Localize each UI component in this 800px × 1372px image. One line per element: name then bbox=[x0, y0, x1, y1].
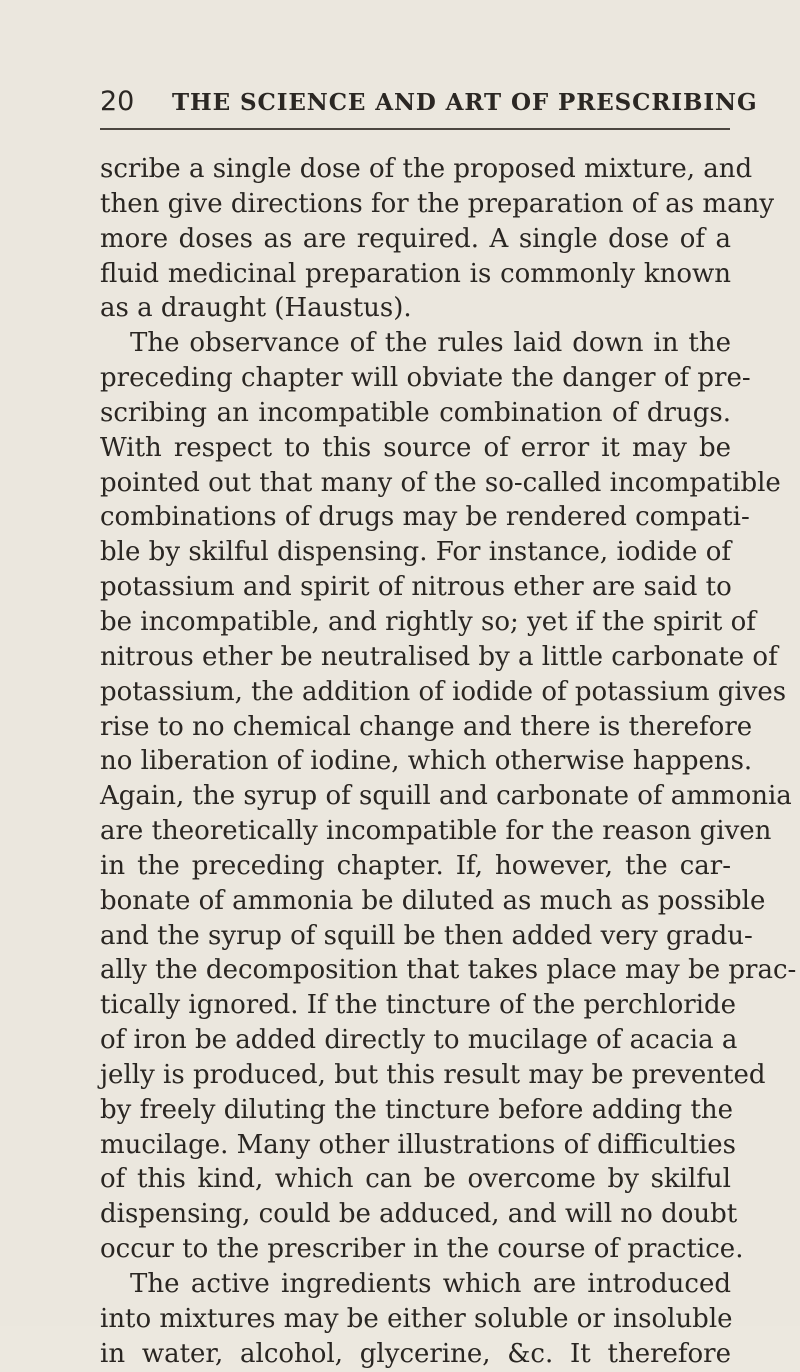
text-line: Again, the syrup of squill and carbonate of ammonia bbox=[100, 781, 792, 812]
text-line: more doses as are required. A single dose of a bbox=[100, 223, 731, 254]
text-line: of iron be added directly to mucilage of acacia a bbox=[100, 1025, 738, 1056]
text-line: are theoretically incompatible for the reason given bbox=[100, 816, 772, 847]
text-line: scribing an incompatible combination of drugs. bbox=[100, 397, 731, 428]
text-line: preceding chapter will obviate the danger of pre- bbox=[100, 363, 751, 394]
running-title: THE SCIENCE AND ART OF PRESCRIBING bbox=[172, 89, 758, 116]
text-line: fluid medicinal preparation is commonly known bbox=[100, 258, 731, 289]
text-line: jelly is produced, but this result may be prevented bbox=[100, 1059, 766, 1090]
text-line: then give directions for the preparation of as many bbox=[100, 188, 775, 219]
text-line: ble by skilful dispensing. For instance, iodide of bbox=[100, 537, 731, 568]
header-rule bbox=[100, 128, 730, 130]
text-line: in water, alcohol, glycerine, &c. It therefore bbox=[100, 1338, 731, 1369]
text-line: ally the decomposition that takes place may be prac- bbox=[100, 955, 797, 986]
text-line: as a draught (Haustus). bbox=[100, 293, 412, 324]
text-line: into mixtures may be either soluble or insoluble bbox=[100, 1303, 733, 1334]
text-line: mucilage. Many other illustrations of difficulties bbox=[100, 1129, 736, 1160]
text-line: scribe a single dose of the proposed mixture, and bbox=[100, 154, 753, 184]
text-line: tically ignored. If the tincture of the perchloride bbox=[100, 990, 736, 1021]
text-line: potassium, the addition of iodide of potassium gives bbox=[100, 676, 787, 707]
text-line: no liberation of iodine, which otherwise happens. bbox=[100, 746, 753, 777]
text-line: bonate of ammonia be diluted as much as possible bbox=[100, 885, 766, 916]
text-line: of this kind, which can be overcome by skilful bbox=[100, 1164, 731, 1195]
page-number: 20 bbox=[100, 86, 135, 117]
text-line: The observance of the rules laid down in the bbox=[130, 328, 731, 359]
text-line: rise to no chemical change and there is therefore bbox=[100, 711, 753, 742]
text-line: occur to the prescriber in the course of practice. bbox=[100, 1234, 744, 1265]
text-line: and the syrup of squill be then added very gradu- bbox=[100, 920, 753, 951]
text-line: pointed out that many of the so-called incompatible bbox=[100, 467, 781, 498]
body-text bbox=[100, 152, 797, 1372]
text-line: dispensing, could be adduced, and will no doubt bbox=[100, 1199, 738, 1230]
text-line: combinations of drugs may be rendered compati- bbox=[100, 502, 750, 533]
text-line: be incompatible, and rightly so; yet if the spirit of bbox=[100, 606, 756, 637]
running-head bbox=[100, 86, 758, 122]
text-line: With respect to this source of error it may be bbox=[100, 432, 731, 463]
text-line: by freely diluting the tincture before adding the bbox=[100, 1094, 734, 1125]
text-line: The active ingredients which are introduced bbox=[130, 1269, 731, 1299]
text-line: nitrous ether be neutralised by a little carbonate of bbox=[100, 641, 778, 672]
text-line: in the preceding chapter. If, however, the car- bbox=[100, 850, 731, 881]
text-line: potassium and spirit of nitrous ether are said to bbox=[100, 572, 732, 603]
